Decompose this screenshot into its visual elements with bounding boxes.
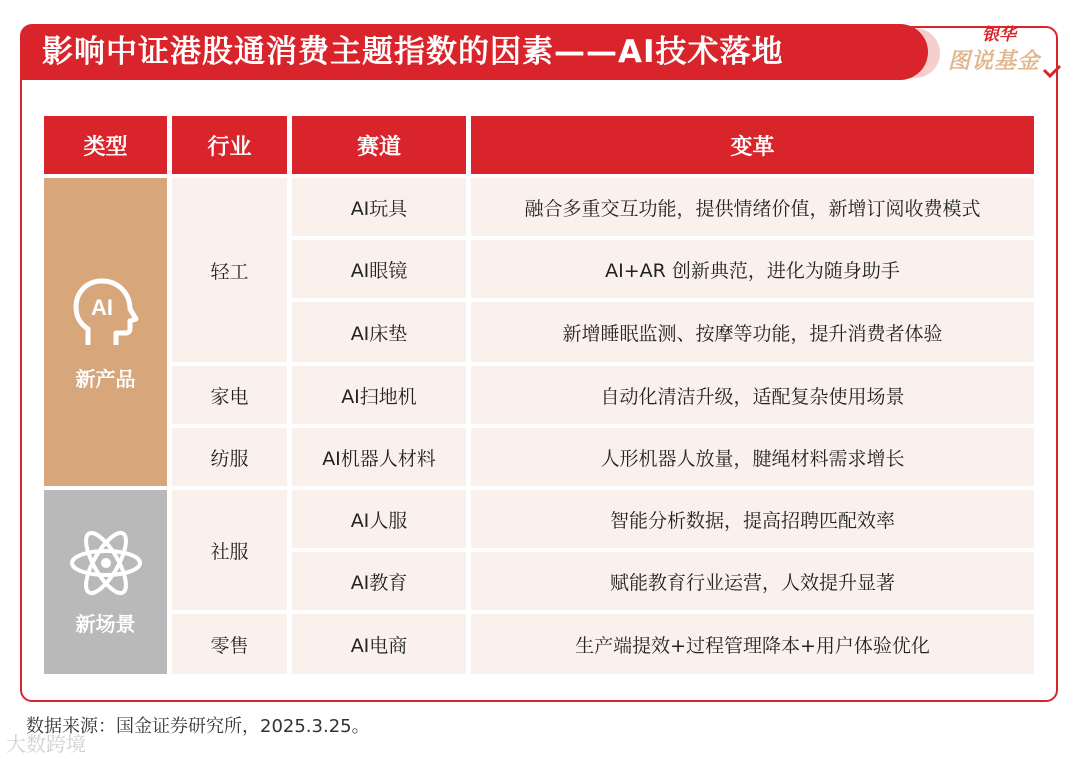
brand-logo [944, 20, 1064, 80]
header-change: 变革 [471, 116, 1034, 174]
track-cell: AI人服 [292, 490, 466, 548]
track-cell: AI电商 [292, 614, 466, 674]
change-cell: 生产端提效+过程管理降本+用户体验优化 [471, 614, 1034, 674]
change-cell: 智能分析数据，提高招聘匹配效率 [471, 490, 1034, 548]
brand-logo-bottom: 图说基金 [948, 49, 1041, 74]
source-note: 数据来源：国金证券研究所，2025.3.25。 [26, 716, 370, 737]
industry-cell: 轻工 [172, 178, 287, 362]
change-cell: 新增睡眠监测、按摩等功能，提升消费者体验 [471, 302, 1034, 362]
industry-cell: 纺服 [172, 428, 287, 486]
header-track: 赛道 [292, 116, 466, 174]
type-label-new-product: 新产品 [75, 366, 136, 391]
change-cell: 自动化清洁升级，适配复杂使用场景 [471, 366, 1034, 424]
change-cell: 人形机器人放量，腱绳材料需求增长 [471, 428, 1034, 486]
check-icon [1042, 64, 1062, 78]
type-cell-new-product [44, 178, 167, 486]
header-type: 类型 [44, 116, 167, 174]
ai-head-icon [66, 273, 146, 353]
industry-cell: 零售 [172, 614, 287, 674]
track-cell: AI床垫 [292, 302, 466, 362]
change-cell: 融合多重交互功能，提供情绪价值，新增订阅收费模式 [471, 178, 1034, 236]
header-industry: 行业 [172, 116, 287, 174]
industry-cell: 社服 [172, 490, 287, 610]
watermark: 大数跨境 [6, 732, 86, 756]
type-cell-new-scene [44, 490, 167, 674]
svg-text:AI: AI [90, 294, 113, 320]
track-cell: AI机器人材料 [292, 428, 466, 486]
change-cell: 赋能教育行业运营，人效提升显著 [471, 552, 1034, 610]
track-cell: AI教育 [292, 552, 466, 610]
track-cell: AI玩具 [292, 178, 466, 236]
track-cell: AI扫地机 [292, 366, 466, 424]
change-cell: AI+AR 创新典范，进化为随身助手 [471, 240, 1034, 298]
brand-logo-top: 银华 [982, 25, 1016, 45]
track-cell: AI眼镜 [292, 240, 466, 298]
atom-icon [66, 528, 146, 598]
page-title: 影响中证港股通消费主题指数的因素——AI技术落地 [20, 24, 928, 80]
type-label-new-scene: 新场景 [75, 611, 136, 636]
industry-cell: 家电 [172, 366, 287, 424]
